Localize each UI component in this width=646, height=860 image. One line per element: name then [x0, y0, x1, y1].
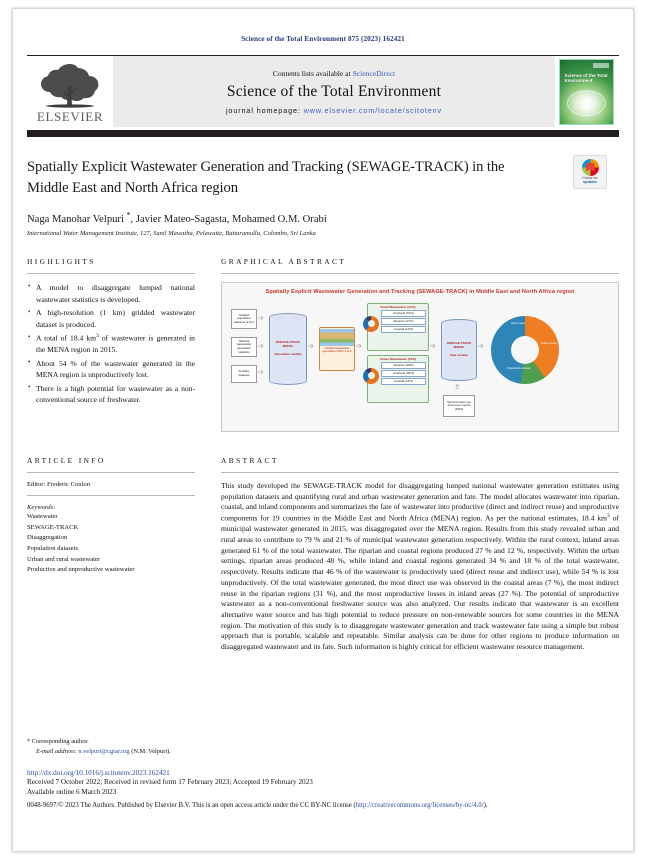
crossmark-badge[interactable] [573, 155, 607, 189]
affiliation: International Water Management Institute, 127, Sunil Mawatha, Pelawatte, Battaramulla, Colombo, Sri Lanka [27, 229, 316, 237]
arrow-icon: ➩ [258, 341, 264, 350]
graphical-abstract-column [207, 257, 619, 432]
elsevier-tree-icon [37, 62, 103, 108]
title-block [27, 157, 619, 237]
rural-pie-icon [363, 316, 379, 332]
panel-title: Rural Wastewater (21%) [380, 304, 416, 309]
page-title: Spatially Explicit Wastewater Generation and Tracking (SEWAGE-TRACK) in the Middle East and North Africa region [27, 159, 505, 196]
license-link[interactable]: http://creativecommons.org/licenses/by-nc/4.0/ [355, 802, 484, 810]
gridded-map-box [319, 327, 355, 371]
journal-cover-image [559, 59, 614, 125]
map-caption: Gridded wastewater generation 2015 (1 km) [322, 345, 352, 354]
crossmark-line2: updates [583, 180, 597, 185]
fate-note-box: Sectoral water use and reuse reports (2015) [443, 395, 475, 417]
keyword: SEWAGE-TRACK [27, 523, 79, 531]
contents-prefix: Contents lists available at [272, 68, 353, 78]
keywords-label: Keywords: [27, 503, 56, 511]
arrow-icon: ➩ [258, 313, 264, 322]
abstract-text: This study developed the SEWAGE-TRACK model for disaggregating lumped national wastewater generation estimates using population datasets and quantifying rural and urban wastewater generation and fate. The model allocates wastewater into riparian, coastal, and inland components and summarizes the fate of wastewater into productive (direct and indirect reuse) and unproductive components for 19 countries in the Middle East and North Africa (MENA) region. As per the national estimates, 18.4 $km^3$ of municipal wastewater generated in 2015, was disaggregated over the MENA region. Results from this study revealed urban and rural areas to contribute to 79 % and 21 % of municipal wastewater generation respectively. Within the rural context, inland areas generated 61 % of the total wastewater. The riparian and coastal regions produced 27 % and 12 %, respectively. Within the urban settings, riparian areas produced 48 %, while inland and coastal regions generated 34 % and 18 % of the total wastewater, respectively. Results indicate that 46 % of the wastewater is productively used (direct reuse and indirect use), while 54 % is lost unproductively. Of the total wastewater generated, the most direct use was observed in the coastal areas (7 %), the most indirect reuse in the riparian regions (31 %), and the most unproductive losses in inland areas (27 %). The potential of unproductive wastewater as a non-conventional freshwater source was also analyzed. Our results indicate that wastewater is an excellent alternative water source and has high potential to reduce pressure on non-renewable sources for some countries in the MENA region. The motivation of this study is to disaggregate wastewater generation and track wastewater fate using a simple but robust approach that is portable, scalable and repeatable. Similar analysis can be done for other regions to produce information on disaggregated wastewater and its fate. Such information is highly critical for efficient wastewater resource management. [221, 480, 619, 652]
abstract-heading: ABSTRACT [221, 455, 279, 465]
email-link[interactable]: n.velpuri@cgiar.org [78, 748, 130, 756]
crossmark-label [582, 177, 597, 185]
figure-title: Spatially Explicit Wastewater Generation and Tracking (SEWAGE-TRACK) in Middle East and North Africa region [265, 288, 575, 295]
copyright-text: 0048-9697/© 2023 The Authors. Published by Elsevier B.V. This is an open access article under the CC BY-NC license ( [27, 802, 356, 810]
arrow-icon: ➩ [453, 383, 462, 390]
urban-wastewater-panel [367, 355, 429, 403]
article-info-and-abstract [27, 456, 619, 653]
homepage-label: journal homepage: [225, 105, 304, 115]
contents-line [273, 69, 395, 78]
highlights-column [27, 257, 207, 432]
model-sub: Fate module [450, 353, 468, 358]
sciencedirect-link[interactable]: ScienceDirect [352, 68, 396, 78]
article-info-column [27, 456, 207, 653]
journal-masthead [27, 55, 619, 127]
cover-graphic [567, 90, 606, 116]
received-dates: Received 7 October 2022; Received in revised form 17 February 2023; Accepted 19 February 2023 [27, 778, 313, 787]
corresponding-author-note [27, 737, 619, 757]
journal-title: Science of the Total Environment [226, 82, 442, 100]
panel-row: Riparian (48%) [381, 362, 426, 369]
divider [27, 273, 195, 274]
journal-cover [555, 56, 619, 127]
donut-label-indirect: Indirect reuse [541, 341, 557, 345]
copyright-end: ). [483, 802, 488, 810]
input-box-population: Gridded population datasets (1 km) [231, 309, 257, 329]
panel-row: Coastal (18%) [381, 378, 426, 385]
email-label: E-mail address: [36, 748, 77, 756]
crossmark-line1: Check for [582, 176, 598, 181]
arrow-icon: ➩ [478, 341, 484, 350]
highlights-list [27, 282, 195, 406]
panel-row: Riparian (27%) [381, 318, 426, 325]
highlights-heading: HIGHLIGHTS [27, 256, 96, 266]
email-owner: (N.M. Velpuri). [131, 748, 171, 756]
divider [27, 495, 195, 496]
editor-line: Editor: Frederic Coulon [27, 480, 90, 488]
copyright-line [27, 801, 619, 811]
graphical-abstract-heading: GRAPHICAL ABSTRACT [221, 256, 347, 266]
input-box-statistics: National wastewater generation statistics [231, 337, 257, 357]
abstract-column [207, 456, 619, 653]
page-footer [27, 737, 619, 811]
author-list [27, 210, 619, 225]
masthead-center [113, 56, 555, 127]
fate-module-cylinder [441, 319, 477, 381]
model-sub: Generation module [274, 352, 302, 357]
figure-flow-diagram [229, 299, 611, 427]
graphical-abstract-figure [221, 282, 619, 432]
journal-homepage-line [226, 106, 442, 115]
arrow-icon: ➩ [258, 367, 264, 376]
cover-title-text: Science of the Total Environment [564, 72, 608, 84]
list-item: • About 54 % of the wastewater generated in the MENA region is unproductively lost. [27, 358, 195, 381]
highlights-and-graphical-abstract [27, 257, 619, 432]
arrow-icon: ➩ [356, 341, 362, 350]
article-info-heading: ARTICLE INFO [27, 455, 106, 465]
doi-link[interactable]: http://dx.doi.org/10.1016/j.scitotenv.2023.162421 [27, 769, 170, 778]
input-box-ancillary: Ancillary datasets [231, 365, 257, 383]
running-head: Science of the Total Environment 875 (2023) 162421 [241, 35, 405, 43]
donut-label-direct: Direct reuse [511, 321, 525, 325]
panel-title: Urban Wastewater (79%) [380, 356, 416, 361]
list-item: • A high-resolution (1 km) gridded wastewater dataset is produced. [27, 307, 195, 330]
keyword: Population datasets [27, 544, 79, 552]
available-online: Available online 6 March 2023 [27, 788, 117, 797]
list-item: • There is a high potential for wastewater as a non-conventional source of freshwater. [27, 383, 195, 406]
keyword: Wastewater [27, 512, 58, 520]
paper-sheet [12, 8, 634, 852]
donut-label-unproductive: Unproductive losses [507, 366, 531, 370]
cover-stripe [593, 63, 609, 68]
elsevier-logo [27, 56, 113, 127]
footnote-star-icon: * [27, 739, 30, 746]
model-name: SEWAGE-TRACK MODEL [275, 339, 301, 348]
rural-wastewater-panel [367, 303, 429, 351]
generation-module-cylinder [269, 313, 307, 385]
arrow-icon: ➩ [430, 341, 436, 350]
arrow-icon: ➩ [308, 341, 314, 350]
corresponding-label: Corresponding author. [31, 738, 89, 746]
keyword: Disaggregation [27, 534, 68, 542]
crossmark-icon [582, 159, 599, 176]
urban-pie-icon [363, 368, 379, 384]
panel-row: Overland (34%) [381, 370, 426, 377]
map-image [320, 329, 354, 346]
panel-row: Overland (61%) [381, 310, 426, 317]
divider [221, 273, 619, 274]
list-item: • A model to disaggregate lumped national wastewater statistics is developed. [27, 282, 195, 305]
homepage-url[interactable]: www.elsevier.com/locate/scitotenv [303, 105, 443, 115]
fate-donut-chart [491, 316, 559, 384]
keyword: Productive and unproductive wastewater [27, 566, 135, 574]
keyword: Urban and rural wastewater [27, 555, 101, 563]
panel-row: Coastal (12%) [381, 326, 426, 333]
masthead-black-bar [27, 130, 619, 137]
model-name: SEWAGE-TRACK MODEL [446, 340, 472, 349]
divider [221, 472, 619, 473]
authors-text: Naga Manohar Velpuri *, Javier Mateo-Sagasta, Mohamed O.M. Orabi [27, 210, 327, 225]
divider [27, 472, 195, 473]
list-item: • A total of 18.4 $km^3$ of wastewater is generated in the MENA region in 2015. [27, 332, 195, 356]
elsevier-wordmark: ELSEVIER [36, 109, 104, 124]
